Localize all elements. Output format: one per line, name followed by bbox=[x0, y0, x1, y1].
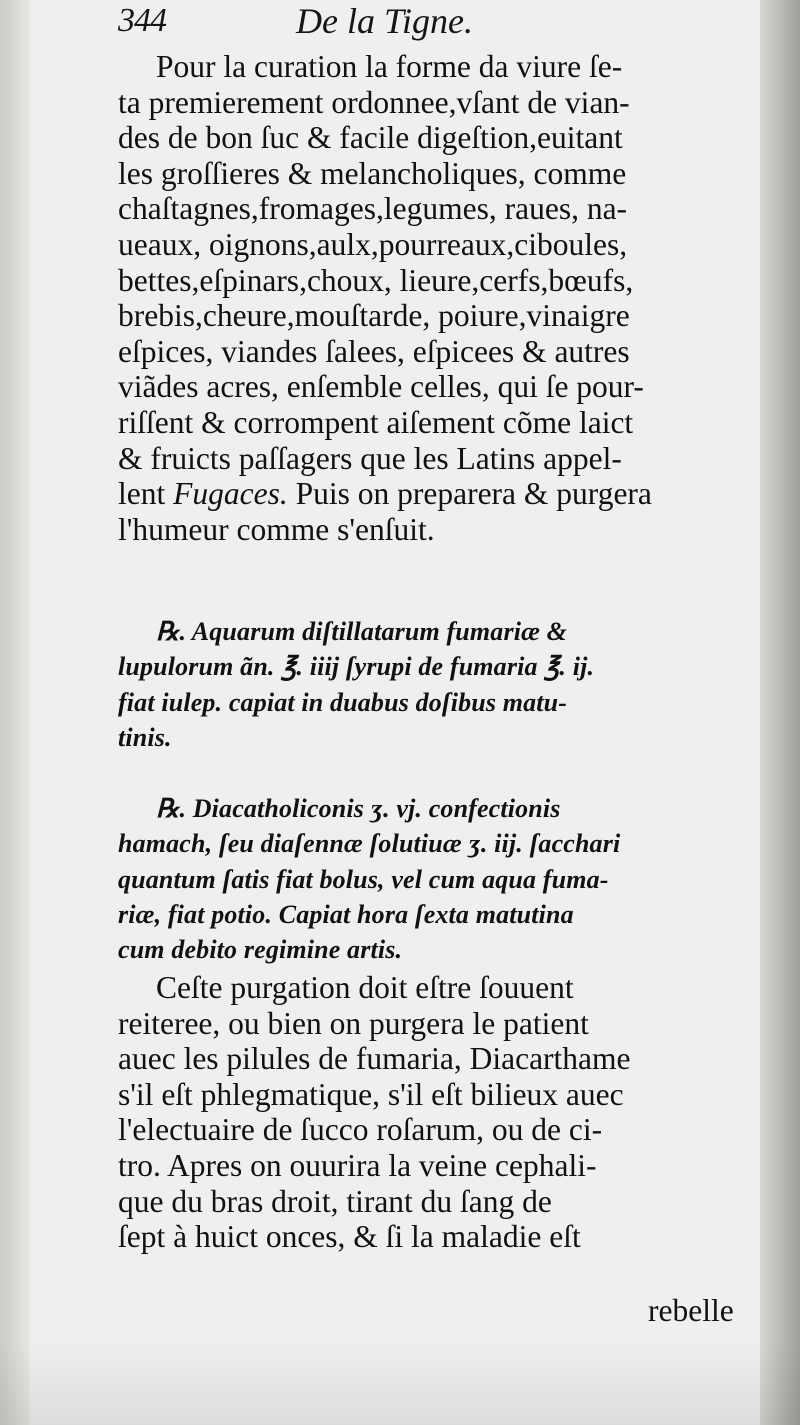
text-line: & fruicts paſſagers que les Latins appel- bbox=[118, 440, 622, 476]
text-line: l'humeur comme s'enſuit. bbox=[118, 511, 435, 547]
text-line: ſept à huict onces, & ſi la maladie eſt bbox=[118, 1219, 581, 1255]
text-line: s'il eſt phlegmatique, s'il eſt bilieux auec bbox=[118, 1076, 624, 1112]
text-line: ueaux, oignons,aulx,pourreaux,ciboules, bbox=[118, 226, 628, 262]
page-bottom-shade bbox=[0, 1340, 800, 1425]
recipe-line: riæ, fiat potio. Capiat hora ſexta matutina bbox=[118, 899, 574, 929]
text-line: chaſtagnes,fromages,legumes, raues, na- bbox=[118, 191, 628, 227]
running-title: De la Tigne. bbox=[296, 1, 473, 41]
text-segment: lent bbox=[118, 476, 174, 512]
recipe-line: hamach, ſeu diaſennæ ſolutiuæ ʒ. iij. ſacchari bbox=[118, 829, 621, 859]
recipe-line: lupulorum ãn. ℥. iiij ſyrupi de fumaria ℥. ij. bbox=[118, 652, 595, 682]
recipe-line: tinis. bbox=[118, 722, 172, 752]
text-segment: Puis on preparera & purgera bbox=[287, 476, 652, 512]
recipe-line: quantum ſatis fiat bolus, vel cum aqua fuma- bbox=[118, 864, 609, 894]
text-line: l'electuaire de ſucco roſarum, ou de ci- bbox=[118, 1112, 603, 1148]
text-line: les groſſieres & melancholiques, comme bbox=[118, 155, 627, 191]
text-line: Ceſte purgation doit eſtre ſouuent bbox=[156, 970, 574, 1005]
recipe-line: fiat iulep. capiat in duabus doſibus matu- bbox=[118, 687, 568, 717]
text-line: tro. Apres on ouurira la veine cephali- bbox=[118, 1147, 597, 1183]
page-gutter-shadow bbox=[0, 0, 30, 1425]
text-line: reiteree, ou bien on purgera le patient bbox=[118, 1005, 589, 1041]
recipe-line: cum debito regimine artis. bbox=[118, 935, 403, 965]
text-line: brebis,cheure,mouſtarde, poiure,vinaigre bbox=[118, 298, 630, 334]
text-line: eſpices, viandes ſalees, eſpicees & autres bbox=[118, 333, 630, 369]
italic-term: Fugaces. bbox=[173, 476, 288, 512]
paragraph-purgation bbox=[118, 970, 740, 1255]
text-line: ta premierement ordonnee,vſant de vian- bbox=[118, 84, 630, 120]
page-number: 344 bbox=[118, 2, 166, 39]
recipe-line: ℞. Diacatholiconis ʒ. vj. confectionis bbox=[156, 794, 561, 823]
text-line-with-italic bbox=[118, 476, 740, 512]
text-line: des de bon ſuc & facile digeſtion,euitant bbox=[118, 120, 623, 156]
text-line: bettes,eſpinars,choux, lieure,cerfs,bœufs, bbox=[118, 262, 634, 298]
running-header bbox=[118, 0, 548, 42]
recipe-bolus bbox=[118, 791, 740, 967]
text-line: auec les pilules de fumaria, Diacarthame bbox=[118, 1041, 631, 1077]
catchword: rebelle bbox=[648, 1293, 734, 1328]
text-line: Pour la curation la forme da viure ſe- bbox=[156, 49, 623, 84]
text-line: que du bras droit, tirant du ſang de bbox=[118, 1183, 552, 1219]
text-line: viãdes acres, enſemble celles, qui ſe pour- bbox=[118, 369, 644, 405]
paragraph-diet bbox=[118, 49, 740, 547]
page-edge-shadow bbox=[760, 0, 800, 1425]
recipe-julep bbox=[118, 614, 740, 755]
text-line: riſſent & corrompent aiſement cõme laict bbox=[118, 404, 634, 440]
recipe-line: ℞. Aquarum diſtillatarum fumariæ & bbox=[156, 617, 568, 646]
